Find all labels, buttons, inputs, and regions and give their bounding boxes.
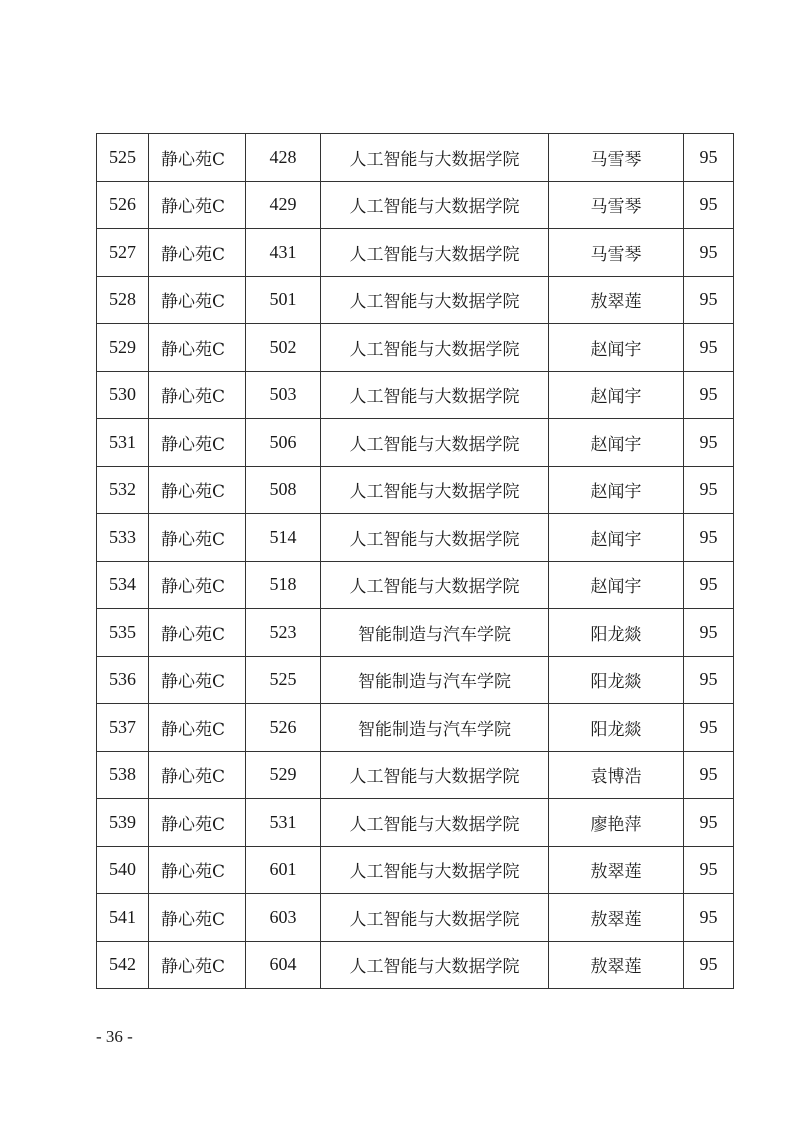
cell-score: 95 bbox=[684, 894, 734, 942]
table-row bbox=[97, 466, 734, 514]
cell-building: 静心苑C bbox=[149, 561, 246, 609]
cell-person: 阳龙燚 bbox=[549, 656, 684, 704]
cell-building: 静心苑C bbox=[149, 371, 246, 419]
cell-number: 531 bbox=[97, 419, 149, 467]
cell-college: 人工智能与大数据学院 bbox=[321, 371, 549, 419]
cell-college: 智能制造与汽车学院 bbox=[321, 704, 549, 752]
cell-room: 503 bbox=[246, 371, 321, 419]
table-row bbox=[97, 656, 734, 704]
cell-room: 508 bbox=[246, 466, 321, 514]
cell-person: 赵闻宇 bbox=[549, 514, 684, 562]
cell-room: 523 bbox=[246, 609, 321, 657]
cell-college: 人工智能与大数据学院 bbox=[321, 466, 549, 514]
cell-number: 534 bbox=[97, 561, 149, 609]
cell-college: 智能制造与汽车学院 bbox=[321, 656, 549, 704]
cell-person: 赵闻宇 bbox=[549, 466, 684, 514]
cell-building: 静心苑C bbox=[149, 229, 246, 277]
cell-building: 静心苑C bbox=[149, 609, 246, 657]
cell-room: 525 bbox=[246, 656, 321, 704]
table-row bbox=[97, 704, 734, 752]
cell-person: 敖翠莲 bbox=[549, 276, 684, 324]
cell-person: 廖艳萍 bbox=[549, 799, 684, 847]
cell-college: 人工智能与大数据学院 bbox=[321, 561, 549, 609]
cell-number: 540 bbox=[97, 846, 149, 894]
dormitory-score-table-container bbox=[96, 133, 733, 989]
cell-building: 静心苑C bbox=[149, 514, 246, 562]
cell-person: 阳龙燚 bbox=[549, 609, 684, 657]
table-row bbox=[97, 419, 734, 467]
cell-college: 人工智能与大数据学院 bbox=[321, 181, 549, 229]
cell-person: 敖翠莲 bbox=[549, 941, 684, 989]
table-row bbox=[97, 751, 734, 799]
cell-number: 536 bbox=[97, 656, 149, 704]
table-row bbox=[97, 134, 734, 182]
cell-score: 95 bbox=[684, 419, 734, 467]
cell-score: 95 bbox=[684, 276, 734, 324]
cell-college: 人工智能与大数据学院 bbox=[321, 514, 549, 562]
cell-person: 赵闻宇 bbox=[549, 324, 684, 372]
cell-number: 537 bbox=[97, 704, 149, 752]
cell-building: 静心苑C bbox=[149, 846, 246, 894]
cell-room: 601 bbox=[246, 846, 321, 894]
cell-score: 95 bbox=[684, 324, 734, 372]
cell-score: 95 bbox=[684, 134, 734, 182]
cell-building: 静心苑C bbox=[149, 181, 246, 229]
cell-building: 静心苑C bbox=[149, 276, 246, 324]
cell-college: 人工智能与大数据学院 bbox=[321, 894, 549, 942]
cell-room: 518 bbox=[246, 561, 321, 609]
cell-building: 静心苑C bbox=[149, 419, 246, 467]
table-row bbox=[97, 799, 734, 847]
table-row bbox=[97, 941, 734, 989]
cell-number: 535 bbox=[97, 609, 149, 657]
cell-person: 赵闻宇 bbox=[549, 371, 684, 419]
table-row bbox=[97, 846, 734, 894]
cell-room: 526 bbox=[246, 704, 321, 752]
cell-number: 538 bbox=[97, 751, 149, 799]
cell-room: 431 bbox=[246, 229, 321, 277]
cell-person: 马雪琴 bbox=[549, 181, 684, 229]
cell-room: 502 bbox=[246, 324, 321, 372]
table-row bbox=[97, 609, 734, 657]
cell-college: 人工智能与大数据学院 bbox=[321, 751, 549, 799]
table-row bbox=[97, 371, 734, 419]
cell-score: 95 bbox=[684, 941, 734, 989]
table-row bbox=[97, 276, 734, 324]
cell-room: 428 bbox=[246, 134, 321, 182]
cell-person: 马雪琴 bbox=[549, 229, 684, 277]
cell-number: 530 bbox=[97, 371, 149, 419]
cell-person: 赵闻宇 bbox=[549, 561, 684, 609]
cell-score: 95 bbox=[684, 609, 734, 657]
cell-college: 人工智能与大数据学院 bbox=[321, 846, 549, 894]
cell-building: 静心苑C bbox=[149, 751, 246, 799]
cell-score: 95 bbox=[684, 751, 734, 799]
cell-number: 542 bbox=[97, 941, 149, 989]
cell-building: 静心苑C bbox=[149, 704, 246, 752]
cell-room: 501 bbox=[246, 276, 321, 324]
cell-score: 95 bbox=[684, 656, 734, 704]
cell-room: 604 bbox=[246, 941, 321, 989]
cell-score: 95 bbox=[684, 561, 734, 609]
cell-score: 95 bbox=[684, 371, 734, 419]
cell-room: 514 bbox=[246, 514, 321, 562]
cell-number: 533 bbox=[97, 514, 149, 562]
cell-score: 95 bbox=[684, 181, 734, 229]
cell-number: 529 bbox=[97, 324, 149, 372]
cell-number: 527 bbox=[97, 229, 149, 277]
cell-college: 人工智能与大数据学院 bbox=[321, 229, 549, 277]
dormitory-score-table bbox=[96, 133, 734, 989]
cell-room: 529 bbox=[246, 751, 321, 799]
cell-score: 95 bbox=[684, 229, 734, 277]
cell-building: 静心苑C bbox=[149, 799, 246, 847]
cell-person: 敖翠莲 bbox=[549, 894, 684, 942]
cell-person: 阳龙燚 bbox=[549, 704, 684, 752]
cell-college: 人工智能与大数据学院 bbox=[321, 134, 549, 182]
cell-building: 静心苑C bbox=[149, 894, 246, 942]
cell-number: 532 bbox=[97, 466, 149, 514]
cell-building: 静心苑C bbox=[149, 466, 246, 514]
table-body bbox=[97, 134, 734, 989]
cell-room: 531 bbox=[246, 799, 321, 847]
cell-college: 智能制造与汽车学院 bbox=[321, 609, 549, 657]
cell-building: 静心苑C bbox=[149, 134, 246, 182]
cell-number: 539 bbox=[97, 799, 149, 847]
table-row bbox=[97, 894, 734, 942]
cell-room: 429 bbox=[246, 181, 321, 229]
cell-score: 95 bbox=[684, 846, 734, 894]
table-row bbox=[97, 229, 734, 277]
cell-score: 95 bbox=[684, 514, 734, 562]
cell-building: 静心苑C bbox=[149, 656, 246, 704]
cell-person: 袁博浩 bbox=[549, 751, 684, 799]
page-number: - 36 - bbox=[96, 1027, 133, 1046]
cell-building: 静心苑C bbox=[149, 324, 246, 372]
cell-person: 马雪琴 bbox=[549, 134, 684, 182]
cell-room: 506 bbox=[246, 419, 321, 467]
cell-score: 95 bbox=[684, 704, 734, 752]
table-row bbox=[97, 181, 734, 229]
cell-person: 赵闻宇 bbox=[549, 419, 684, 467]
cell-college: 人工智能与大数据学院 bbox=[321, 941, 549, 989]
cell-number: 525 bbox=[97, 134, 149, 182]
cell-number: 526 bbox=[97, 181, 149, 229]
cell-number: 541 bbox=[97, 894, 149, 942]
table-row bbox=[97, 561, 734, 609]
cell-number: 528 bbox=[97, 276, 149, 324]
cell-college: 人工智能与大数据学院 bbox=[321, 419, 549, 467]
cell-building: 静心苑C bbox=[149, 941, 246, 989]
cell-person: 敖翠莲 bbox=[549, 846, 684, 894]
cell-score: 95 bbox=[684, 799, 734, 847]
cell-score: 95 bbox=[684, 466, 734, 514]
table-row bbox=[97, 324, 734, 372]
cell-college: 人工智能与大数据学院 bbox=[321, 324, 549, 372]
cell-college: 人工智能与大数据学院 bbox=[321, 276, 549, 324]
cell-room: 603 bbox=[246, 894, 321, 942]
table-row bbox=[97, 514, 734, 562]
cell-college: 人工智能与大数据学院 bbox=[321, 799, 549, 847]
